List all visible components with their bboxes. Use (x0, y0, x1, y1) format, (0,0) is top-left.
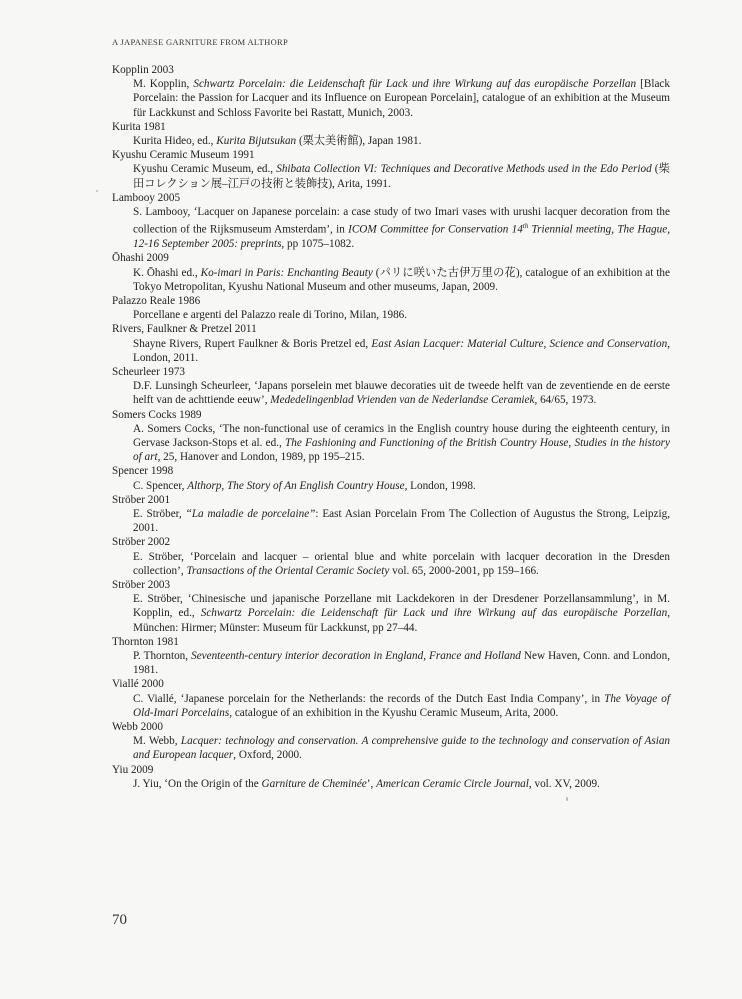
citation-text: , pp 1075–1082. (281, 238, 355, 251)
citation-text: Garniture de Cheminée (261, 777, 367, 790)
citation-text: E. Ströber, ‘Porcelain and lacquer – oriental blue and white porcelain with lacquer decoration in the Dresden collection’, (133, 550, 670, 577)
reference-list (112, 63, 670, 791)
reference-citation (133, 134, 670, 148)
citation-text: P. Thornton, (133, 650, 192, 663)
citation-text: , 25, Hanover and London, 1989, pp 195–215. (157, 451, 365, 464)
page-number: 70 (112, 912, 127, 928)
citation-text: K. Ōhashi ed., (133, 266, 201, 279)
citation-text: New Haven, Conn. and London, 1981. (133, 650, 670, 677)
citation-text: vol. 65, 2000-2001, pp 159–166. (389, 564, 539, 577)
citation-text: M. Kopplin, (133, 78, 194, 91)
citation-text: Transactions of the Oriental Ceramic Society (186, 564, 390, 577)
citation-text: Seventeenth-century interior decoration in England, France and Holland (191, 650, 521, 663)
citation-text: The Voyage of Old-Imari Porcelains (133, 692, 670, 719)
citation-text: ICOM Committee for Conservation 14 (348, 223, 523, 236)
citation-text: , vol. XV, 2009. (528, 777, 600, 790)
citation-text: , München: Hirmer; Münster: Museum für Lackkunst, pp 27–44. (133, 607, 671, 634)
citation-text: , London, 1998. (404, 479, 476, 492)
citation-text: Lacquer: technology and conservation. A comprehensive guide to the technology and conservation of Asian and European lacquer (133, 735, 671, 762)
scan-speck (96, 190, 98, 192)
citation-text: : East Asian Porcelain From The Collection of Augustus the Strong, Leipzig, 2001. (133, 508, 670, 535)
citation-text: Shayne Rivers, Rupert Faulkner & Boris Pretzel ed, (133, 337, 372, 350)
citation-text: M. Webb, (133, 735, 181, 748)
citation-text: American Ceramic Circle Journal (376, 777, 529, 790)
citation-text: ’, (366, 777, 377, 790)
citation-text: [Black Porcelain: the Passion for Lacquer and its Influence on European Porcelain], catalogue of an exhibition at the Museum für Lackkunst and Schloss Favorite bei Rastatt, Munich, 2003. (133, 78, 670, 119)
citation-text: Ko-imari in Paris: Enchanting Beauty (200, 266, 373, 279)
reference-key: Rivers, Faulkner & Pretzel 2011 (112, 323, 257, 336)
citation-text: A. Somers Cocks, ‘The non-functional use of ceramics in the English country house during the eighteenth century, in Gervase Jackson-Stops et al. ed., (133, 422, 670, 450)
citation-text: , London, 2011. (133, 337, 670, 364)
citation-text: The Fashioning and Functioning of the British Country House (285, 437, 569, 450)
citation-text: Kurita Bijutsukan (216, 135, 297, 148)
reference-citation (133, 308, 670, 322)
reference-key: Ōhashi 2009 (112, 252, 169, 265)
citation-text: E. Ströber, (133, 508, 186, 521)
reference-citation (133, 649, 670, 677)
reference-key: Spencer 1998 (112, 465, 174, 478)
reference-key: Palazzo Reale 1986 (112, 294, 201, 307)
citation-text: East Asian Lacquer: Material Culture, Science and Conservation (371, 337, 668, 350)
reference-citation (133, 507, 670, 535)
citation-text: , (568, 437, 575, 450)
reference-citation (133, 422, 670, 465)
citation-text: “La maladie de porcelaine” (185, 508, 316, 521)
citation-text: (栗太美術館), Japan 1981. (296, 135, 422, 148)
reference-citation (133, 479, 670, 493)
citation-text: Althorp, The Story of An English Country House (187, 479, 405, 492)
citation-text: Mededelingenblad Vrienden van de Nederlandse Ceramiek (270, 394, 535, 407)
citation-text: (柴田コレクション展–江戸の技術と装飾技), Arita, 1991. (133, 163, 670, 190)
citation-text: th (522, 222, 529, 231)
citation-text: (パリに咲いた古伊万里の花), catalogue of an exhibition at the Tokyo Metropolitan, Kyushu National Museum and other museums, Japan, 2009. (133, 266, 670, 293)
reference-key: Ströber 2002 (112, 536, 171, 549)
reference-key: Kopplin 2003 (112, 64, 174, 76)
scan-speck (566, 797, 568, 801)
citation-text: Kyushu Ceramic Museum, ed., (133, 163, 277, 176)
citation-text: , Oxford, 2000. (233, 749, 302, 762)
reference-key: Yiu 2009 (112, 763, 154, 776)
citation-text: C. Spencer, (133, 479, 188, 492)
citation-text: C. Viallé, ‘Japanese porcelain for the Netherlands: the records of the Dutch East India Company’, in (133, 692, 605, 705)
citation-text: D.F. Lunsingh Scheurleer, ‘Japans porselein met blauwe decoraties uit de tweede helft van de zeventiende en de eerste helft van de achttiende eeuw’, (133, 380, 670, 407)
reference-key: Kurita 1981 (112, 120, 166, 133)
reference-citation (133, 266, 670, 294)
reference-key: Thornton 1981 (112, 635, 179, 648)
reference-key: Kyushu Ceramic Museum 1991 (112, 149, 255, 162)
reference-citation (133, 379, 670, 407)
running-head: A JAPANESE GARNITURE FROM ALTHORP (112, 37, 288, 47)
citation-text: , 64/65, 1973. (534, 394, 597, 407)
reference-citation (133, 592, 670, 635)
reference-key: Viallé 2000 (112, 678, 164, 691)
reference-citation (133, 550, 670, 578)
reference-key: Lambooy 2005 (112, 191, 181, 204)
reference-key: Webb 2000 (112, 721, 163, 734)
citation-text: Kurita Hideo, ed., (133, 135, 217, 148)
citation-text: E. Ströber, ‘Chinesische und japanische Porzellane mit Lackdekoren in der Dresdener Porzellansammlung’, in M. Kopplin, ed., (133, 593, 670, 620)
reference-citation (133, 77, 670, 120)
citation-text: Triennial meeting, The Hague, 12-16 September 2005: preprints (133, 223, 670, 251)
citation-text: J. Yiu, ‘On the Origin of the (133, 777, 262, 790)
reference-citation (133, 205, 670, 251)
reference-citation (133, 162, 670, 190)
citation-text: Schwartz Porcelain: die Leidenschaft für Lack und ihre Wirkung auf das europäische Porzellan (193, 78, 637, 91)
reference-key: Scheurleer 1973 (112, 366, 186, 378)
citation-text: Schwartz Porcelain: die Leidenschaft für Lack und ihre Wirkung auf das europäische Porzellan (200, 607, 668, 620)
citation-text: Studies in the history of art (133, 437, 671, 464)
reference-citation (133, 734, 670, 762)
citation-text: Shibata Collection VI: Techniques and Decorative Methods used in the Edo Period (276, 163, 652, 176)
reference-key: Somers Cocks 1989 (112, 408, 202, 421)
reference-citation (133, 692, 670, 720)
reference-key: Ströber 2001 (112, 493, 171, 506)
citation-text: S. Lambooy, ‘Lacquer on Japanese porcelain: a case study of two Imari vases with urushi lacquer decoration from the collection of the Rijksmuseum Amsterdam’, in (133, 206, 670, 236)
reference-citation (133, 777, 670, 791)
reference-citation (133, 337, 670, 365)
reference-key: Ströber 2003 (112, 579, 171, 592)
citation-text: , catalogue of an exhibition in the Kyushu Ceramic Museum, Arita, 2000. (229, 706, 559, 719)
citation-text: Porcellane e argenti del Palazzo reale di Torino, Milan, 1986. (133, 309, 408, 322)
